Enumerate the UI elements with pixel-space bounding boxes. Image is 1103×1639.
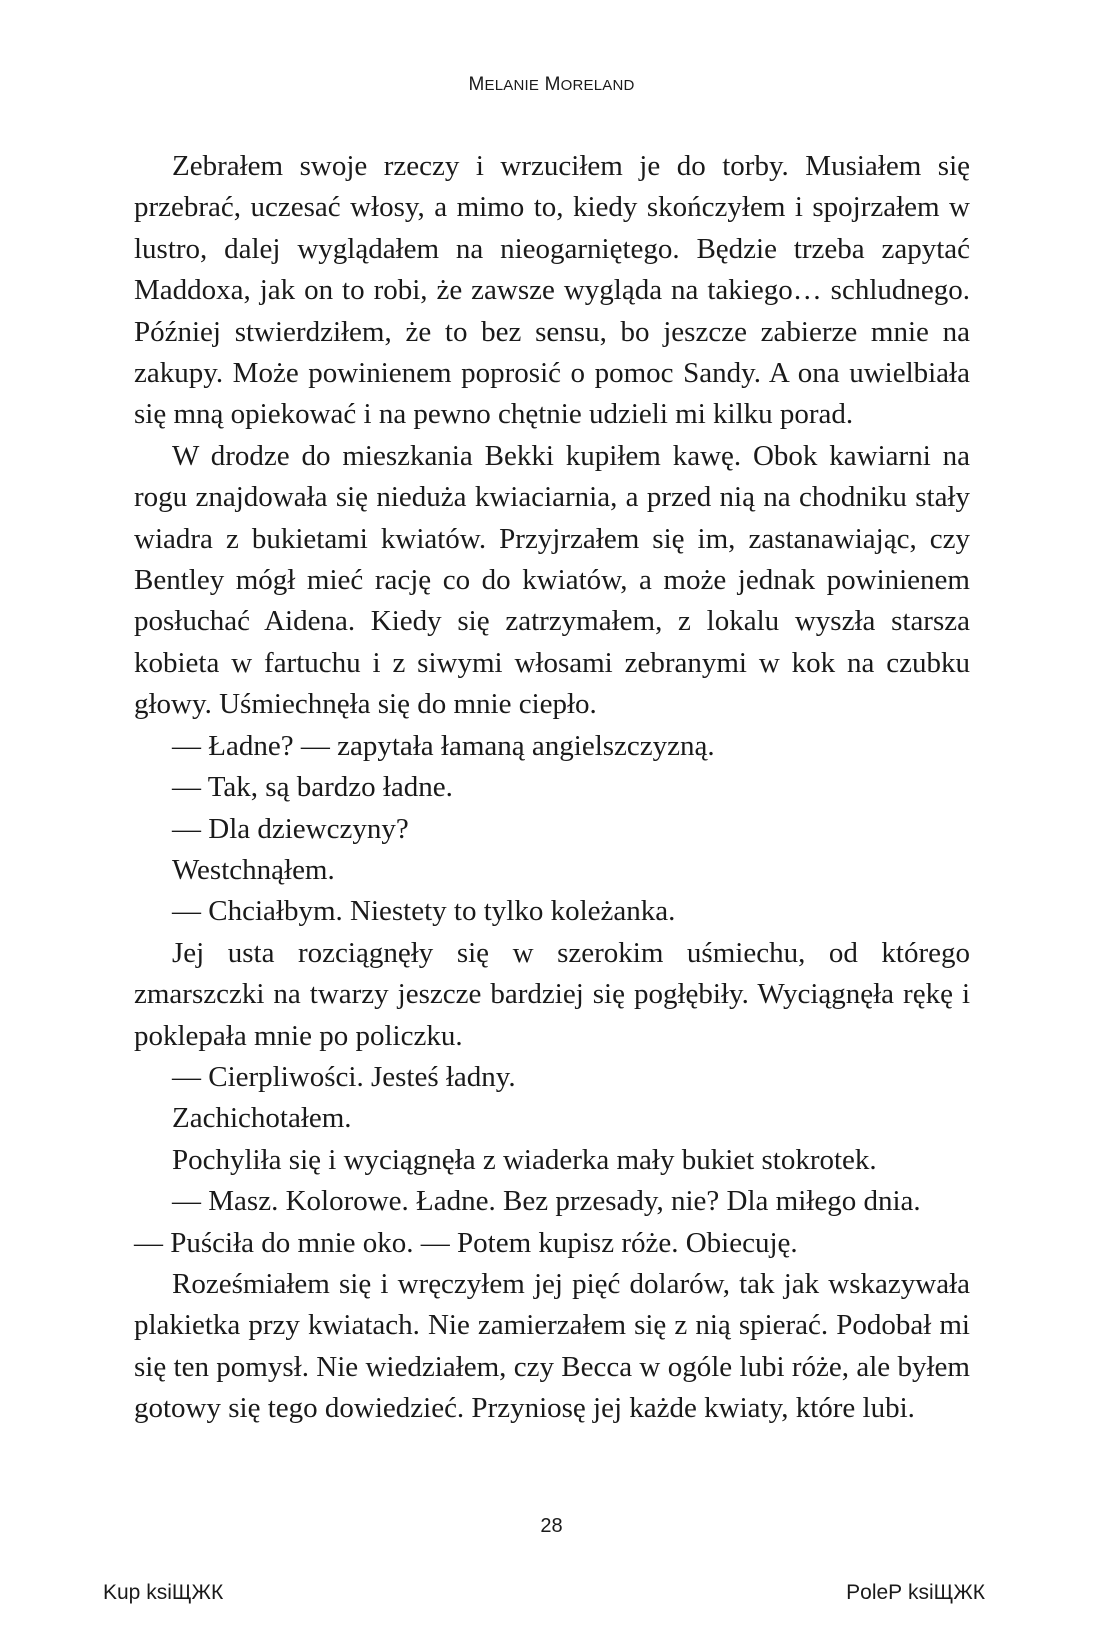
dialogue-line: — Ładne? — zapytała łamaną angielszczyzną. xyxy=(172,729,715,762)
paragraph: Jej usta rozciągnęły się w szerokim uśmiechu, od którego zmarszczki na twarzy jeszcze bardziej się pogłębiły. Wyciągnęła rękę i poklepała mnie po policzku. xyxy=(134,936,970,1052)
running-head xyxy=(0,74,1103,96)
paragraph: W drodze do mieszkania Bekki kupiłem kawę. Obok kawiarni na rogu znajdowała się nieduża kwiaciarnia, a przed nią na chodniku stały wiadra z bukietami kwiatów. Przyjrzałem się im, zastanawiając, czy Bentley mógł mieć rację co do kwiatów, a może jednak powinienem posłuchać Aidena. Kiedy się zatrzymałem, z lokalu wyszła starsza kobieta w fartuchu i z siwymi włosami zebranymi w kok na czubku głowy. Uśmiechnęła się do mnie ciepło. xyxy=(134,439,970,721)
dialogue-line: — Puściła do mnie oko. — Potem kupisz róże. Obiecuję. xyxy=(134,1226,798,1259)
body-text xyxy=(134,146,970,1430)
page-number: 28 xyxy=(540,1515,563,1537)
author-first-rest: ELANIE xyxy=(484,77,540,94)
dialogue-line: — Chciałbym. Niestety to tylko koleżanka. xyxy=(172,895,676,928)
author-last-initial: M xyxy=(544,74,561,95)
dialogue-line: — Dla dziewczyny? xyxy=(172,812,409,845)
dialogue-line: — Masz. Kolorowe. Ładne. Bez przesady, nie? Dla miłego dnia. xyxy=(172,1185,921,1218)
rate-book-link[interactable]: PoleР ksiЩЖК xyxy=(846,1581,985,1604)
paragraph: Westchnąłem. xyxy=(172,853,335,886)
author-last-rest: ORELAND xyxy=(560,77,635,94)
author-first-initial: M xyxy=(468,74,485,95)
paragraph: Roześmiałem się i wręczyłem jej pięć dolarów, tak jak wskazywała plakietka przy kwiatach. Nie zamierzałem się z nią spierać. Podobał mi się ten pomysł. Nie wiedziałem, czy Becca w ogóle lubi róże, ale byłem gotowy się tego dowiedzieć. Przyniosę jej każde kwiaty, które lubi. xyxy=(134,1267,970,1425)
paragraph: Zachichotałem. xyxy=(172,1102,352,1135)
dialogue-line: — Tak, są bardzo ładne. xyxy=(172,771,453,804)
dialogue-line: — Cierpliwości. Jesteś ładny. xyxy=(172,1060,516,1093)
paragraph: Pochyliła się i wyciągnęła z wiaderka mały bukiet stokrotek. xyxy=(172,1143,877,1176)
paragraph: Zebrałem swoje rzeczy i wrzuciłem je do torby. Musiałem się przebrać, uczesać włosy, a mimo to, kiedy skończyłem i spojrzałem w lustro, dalej wyglądałem na nieogarniętego. Będzie trzeba zapytać Maddoxa, jak on to robi, że zawsze wygląda na takiego… schludnego. Później stwierdziłem, że to bez sensu, bo jeszcze zabierze mnie na zakupy. Może powinienem poprosić o pomoc Sandy. A ona uwielbiała się mną opiekować i na pewno chętnie udzieli mi kilku porad. xyxy=(134,150,970,431)
buy-book-link[interactable]: Kup ksiЩЖК xyxy=(103,1581,224,1604)
